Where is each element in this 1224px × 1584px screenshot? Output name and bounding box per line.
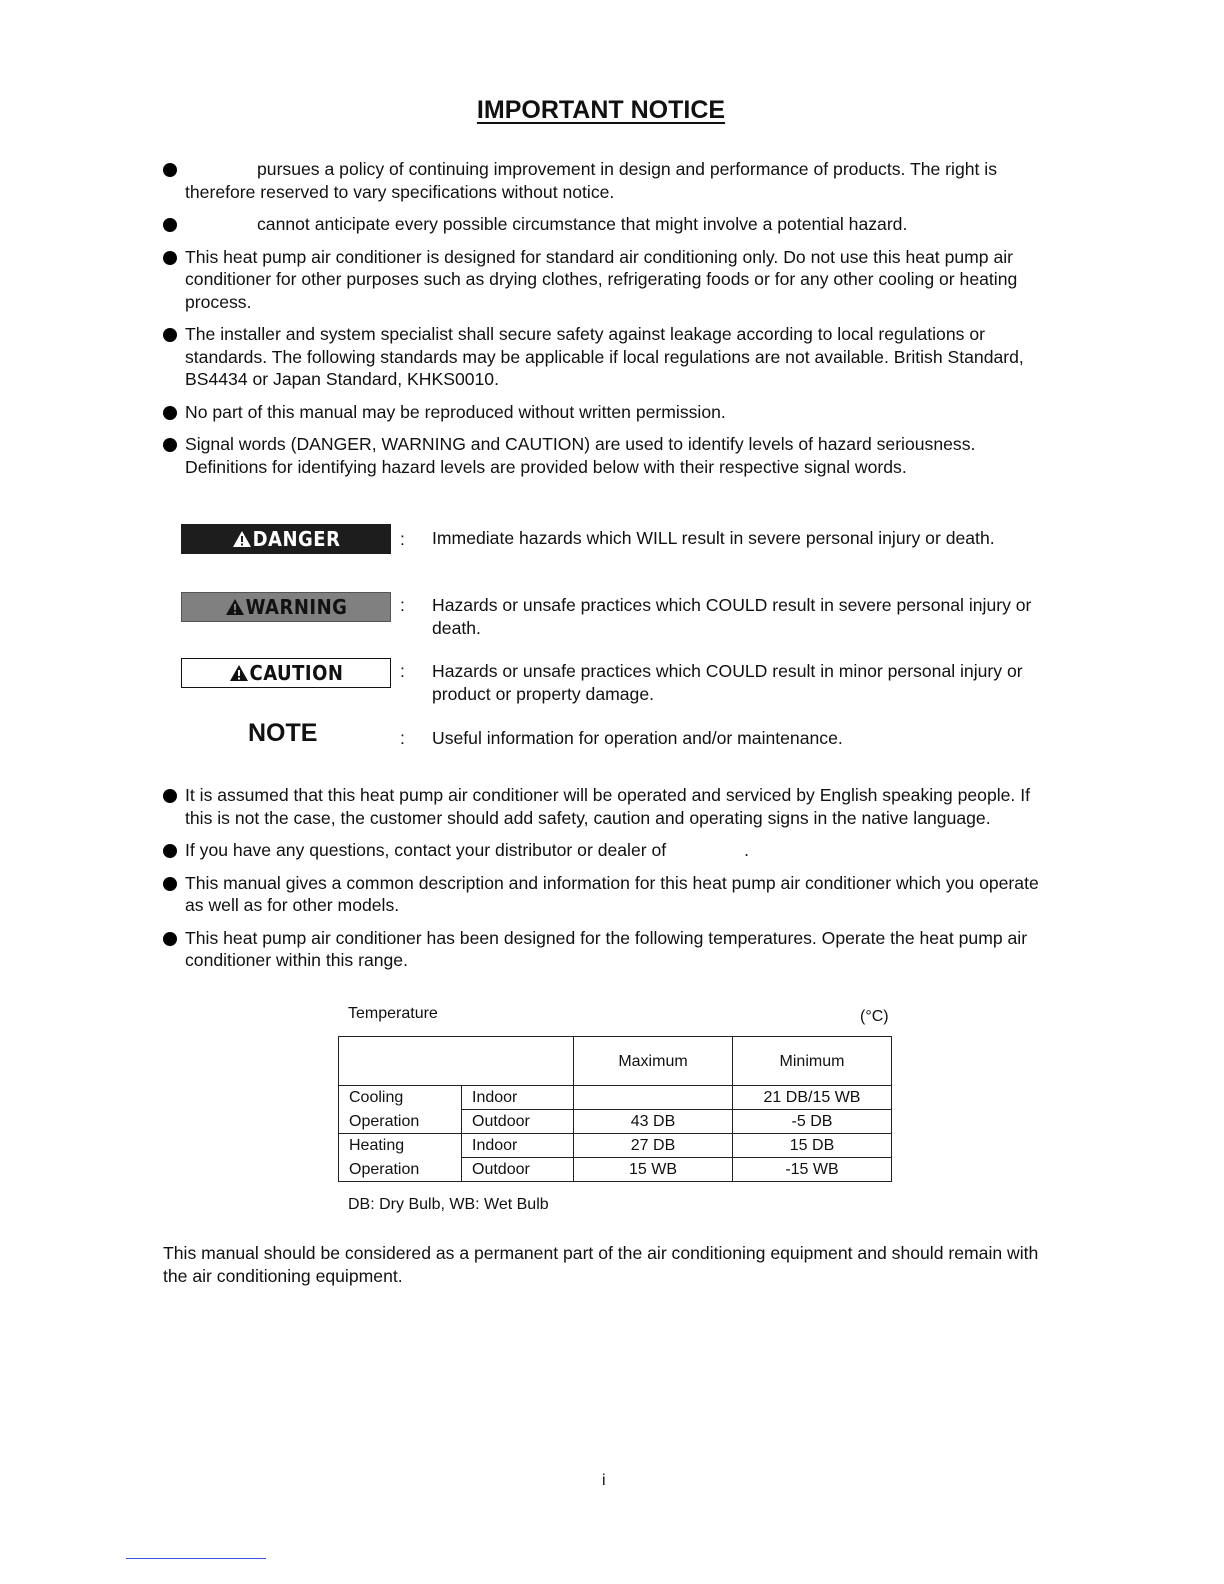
footnote-divider	[126, 1558, 266, 1559]
table-cell-max	[574, 1086, 733, 1110]
caution-description: Hazards or unsafe practices which COULD result in minor personal injury or product or property damage.	[432, 661, 1023, 704]
page-title: IMPORTANT NOTICE	[476, 96, 726, 124]
temperature-table	[338, 1036, 892, 1182]
table-caption: Temperature	[348, 1005, 438, 1022]
final-note: This manual should be considered as a permanent part of the air conditioning equipment and should remain with the air conditioning equipment.	[163, 1243, 1039, 1286]
list-item	[163, 839, 1053, 862]
list-item-suffix: .	[744, 840, 750, 860]
note-label: NOTE	[248, 719, 318, 747]
table-cell-max: 15 WB	[574, 1158, 733, 1182]
separator: :	[400, 728, 405, 748]
list-item	[163, 784, 1053, 829]
page-number: i	[602, 1472, 606, 1489]
list-item	[163, 246, 1053, 314]
separator: :	[400, 529, 405, 549]
warning-description: Hazards or unsafe practices which COULD result in severe personal injury or death.	[432, 595, 1032, 638]
list-item	[163, 323, 1053, 391]
table-cell-mode: Operation	[339, 1158, 462, 1182]
list-item-text: If you have any questions, contact your distributor or dealer of	[185, 840, 667, 860]
list-item-text: No part of this manual may be reproduced without written permission.	[185, 401, 726, 422]
warning-badge	[181, 592, 391, 622]
list-item-text: It is assumed that this heat pump air conditioner will be operated and serviced by English speaking people. If this is not the case, the customer should add safety, caution and operating signs in the native language.	[185, 785, 1030, 828]
table-cell-min: -5 DB	[733, 1110, 892, 1134]
danger-description: Immediate hazards which WILL result in severe personal injury or death.	[432, 528, 995, 548]
table-cell-place: Indoor	[462, 1134, 574, 1158]
table-cell-max: 43 DB	[574, 1110, 733, 1134]
table-cell-min: -15 WB	[733, 1158, 892, 1182]
table-row	[339, 1086, 892, 1110]
bullet-icon	[163, 877, 177, 891]
list-item-text: This manual gives a common description and information for this heat pump air conditioner which you operate as well as for other models.	[185, 872, 1039, 915]
table-cell-mode: Cooling	[339, 1086, 462, 1110]
bullet-icon	[163, 218, 177, 232]
bullet-icon	[163, 789, 177, 803]
list-item-text: This heat pump air conditioner has been designed for the following temperatures. Operate the heat pump air conditioner within this range.	[185, 927, 1028, 970]
table-corner-cell	[339, 1037, 574, 1086]
warning-label: WARNING	[245, 594, 348, 619]
table-cell-min: 15 DB	[733, 1134, 892, 1158]
list-item	[163, 213, 1053, 236]
danger-badge	[181, 524, 391, 554]
bullet-icon	[163, 438, 177, 452]
warning-triangle-icon	[229, 664, 249, 682]
table-cell-mode: Heating	[339, 1134, 462, 1158]
caution-label: CAUTION	[249, 660, 344, 685]
list-item	[163, 401, 1053, 424]
table-unit: (°C)	[860, 1008, 889, 1025]
list-item	[163, 872, 1053, 917]
table-header: Minimum	[733, 1037, 892, 1086]
list-item	[163, 927, 1053, 972]
list-item-text: pursues a policy of continuing improvement in design and performance of products. The right is therefore reserved to vary specifications without notice.	[185, 159, 997, 202]
list-item-text: This heat pump air conditioner is designed for standard air conditioning only. Do not use this heat pump air conditioner for other purposes such as drying clothes, refrigerating foods or for any other cooling or heating process.	[185, 246, 1018, 312]
notice-list-bottom	[163, 784, 1053, 972]
note-description: Useful information for operation and/or maintenance.	[432, 728, 843, 748]
list-item	[163, 158, 1053, 203]
list-item	[163, 433, 1053, 478]
caution-badge	[181, 658, 391, 688]
notice-list-top	[163, 158, 1053, 478]
table-cell-place: Indoor	[462, 1086, 574, 1110]
danger-label: DANGER	[252, 526, 341, 551]
list-item-text: The installer and system specialist shall secure safety against leakage according to local regulations or standards. The following standards may be applicable if local regulations are not available. British Standard, BS4434 or Japan Standard, KHKS0010.	[185, 324, 1024, 389]
table-cell-min: 21 DB/15 WB	[733, 1086, 892, 1110]
table-row	[339, 1158, 892, 1182]
table-cell-place: Outdoor	[462, 1158, 574, 1182]
table-header: Maximum	[574, 1037, 733, 1086]
bullet-icon	[163, 163, 177, 177]
table-header-row	[339, 1037, 892, 1086]
separator: :	[400, 661, 405, 681]
table-row	[339, 1134, 892, 1158]
table-legend: DB: Dry Bulb, WB: Wet Bulb	[348, 1196, 549, 1213]
table-cell-mode: Operation	[339, 1110, 462, 1134]
warning-triangle-icon	[225, 598, 245, 616]
table-cell-place: Outdoor	[462, 1110, 574, 1134]
bullet-icon	[163, 406, 177, 420]
bullet-icon	[163, 844, 177, 858]
list-item-text: Signal words (DANGER, WARNING and CAUTION) are used to identify levels of hazard seriousness. Definitions for identifying hazard levels are provided below with their respective signal words.	[185, 434, 976, 477]
bullet-icon	[163, 328, 177, 342]
table-cell-max: 27 DB	[574, 1134, 733, 1158]
separator: :	[400, 595, 405, 615]
bullet-icon	[163, 932, 177, 946]
warning-triangle-icon	[232, 530, 252, 548]
bullet-icon	[163, 251, 177, 265]
list-item-text: cannot anticipate every possible circumstance that might involve a potential hazard.	[257, 214, 908, 234]
table-row	[339, 1110, 892, 1134]
